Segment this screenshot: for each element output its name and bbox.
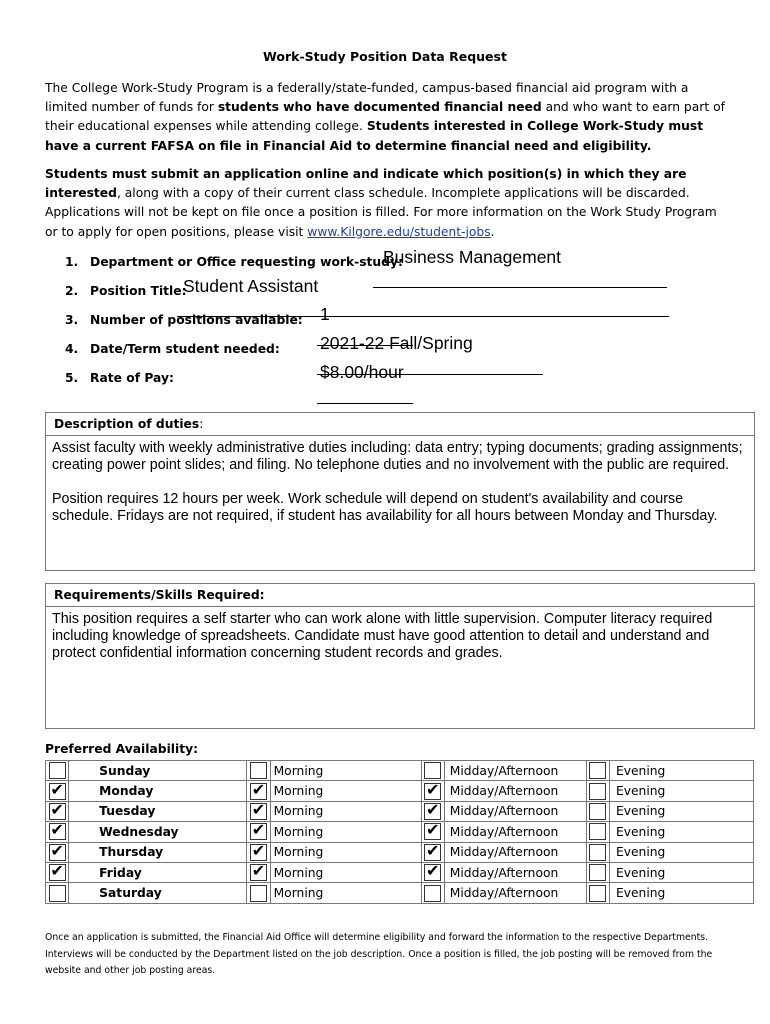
day-checkbox-cell: [46, 801, 69, 821]
checkmark-icon: ✔: [426, 820, 440, 840]
footer-note: Once an application is submitted, the Financial Aid Office will determine eligibility and forward the information to the respective Departments. Interviews will be conducted by the Department listed on the job description. Once a position is filled, the job posting will be removed from the website and other job posting areas.: [45, 932, 713, 976]
evening-checkbox-cell: [586, 801, 609, 821]
midday-checkbox[interactable]: [424, 799, 441, 820]
availability-row: [46, 862, 754, 882]
day-label: Thursday: [69, 842, 247, 862]
student-jobs-link[interactable]: www.Kilgore.edu/student-jobs: [307, 224, 491, 239]
evening-checkbox-cell: [586, 822, 609, 842]
checkmark-icon: ✔: [426, 779, 440, 799]
morning-label: Morning: [270, 822, 421, 842]
midday-checkbox[interactable]: [424, 885, 441, 902]
day-checkbox[interactable]: [49, 840, 66, 861]
field-rate-of-pay: [65, 362, 685, 393]
checkmark-icon: ✔: [50, 779, 64, 799]
checkmark-icon: ✔: [251, 840, 266, 860]
evening-checkbox-cell: [586, 862, 609, 882]
evening-checkbox[interactable]: [589, 823, 606, 840]
intro-text: The College Work-Study Program is a federally/state-funded, campus-based financial aid program with a limited number of funds for: [45, 81, 689, 115]
duties-heading: [46, 413, 754, 436]
field-position-title: [65, 276, 685, 306]
day-label: Wednesday: [69, 822, 247, 842]
intro-bold-fafsa: Students interested in College Work-Study must have a current FAFSA on file in Financial Aid to determine financial need and eligibility.: [45, 119, 704, 153]
availability-heading: Preferred Availability:: [45, 742, 199, 756]
checkmark-icon: ✔: [50, 820, 64, 840]
duties-heading-text: Description of duties: [54, 417, 200, 431]
positions-value[interactable]: 1: [320, 304, 330, 324]
application-bold: Students must submit an application online and indicate which position(s) in which they are interested: [45, 167, 687, 201]
morning-checkbox[interactable]: [250, 762, 267, 779]
morning-checkbox[interactable]: [250, 885, 267, 902]
morning-label: Morning: [270, 862, 421, 882]
midday-checkbox[interactable]: [424, 840, 441, 861]
intro-bold-need: students who have documented financial need: [217, 100, 542, 115]
midday-checkbox[interactable]: [424, 779, 441, 800]
duties-paragraph-1: Assist faculty with weekly administrative duties including: data entry; typing documents; grading assignments; creating power point slides; and filing. No telephone duties and no involvement with the public are required.: [52, 440, 743, 473]
morning-label: Morning: [270, 761, 421, 781]
application-text: , along with a copy of their current class schedule. Incomplete applications will be discarded. Applications will not be kept on file once a position is filled. For more information on the Work Study Program or to apply for open positions, please visit: [45, 186, 717, 239]
day-checkbox[interactable]: [49, 779, 66, 800]
day-checkbox-cell: [46, 883, 69, 903]
intro-paragraph: [45, 79, 725, 156]
morning-label: Morning: [270, 801, 421, 821]
availability-row: [46, 781, 754, 801]
midday-checkbox[interactable]: [424, 762, 441, 779]
midday-checkbox-cell: [421, 842, 444, 862]
evening-checkbox[interactable]: [589, 762, 606, 779]
midday-label: Midday/Afternoon: [444, 822, 586, 842]
midday-label: Midday/Afternoon: [444, 781, 586, 801]
checkmark-icon: ✔: [251, 820, 266, 840]
evening-checkbox[interactable]: [589, 844, 606, 861]
checkmark-icon: ✔: [251, 779, 266, 799]
midday-checkbox-cell: [421, 822, 444, 842]
midday-label: Midday/Afternoon: [444, 842, 586, 862]
duties-body[interactable]: [46, 436, 754, 525]
evening-checkbox[interactable]: [589, 864, 606, 881]
field-label: Position Title:: [90, 284, 187, 298]
day-checkbox[interactable]: [49, 885, 66, 902]
morning-label: Morning: [270, 781, 421, 801]
evening-label: Evening: [609, 842, 753, 862]
evening-checkbox-cell: [586, 761, 609, 781]
evening-label: Evening: [609, 801, 753, 821]
morning-checkbox-cell: [247, 822, 270, 842]
midday-label: Midday/Afternoon: [444, 801, 586, 821]
field-label: Rate of Pay:: [90, 371, 174, 385]
day-checkbox[interactable]: [49, 861, 66, 881]
rate-value[interactable]: $8.00/hour: [320, 362, 404, 382]
evening-checkbox-cell: [586, 842, 609, 862]
morning-checkbox[interactable]: [250, 840, 267, 861]
midday-checkbox[interactable]: [424, 861, 441, 881]
requirements-heading: Requirements/Skills Required:: [46, 584, 754, 607]
field-positions-available: [65, 304, 685, 335]
morning-checkbox-cell: [247, 781, 270, 801]
application-paragraph: [45, 165, 725, 242]
evening-label: Evening: [609, 781, 753, 801]
department-value[interactable]: Business Management: [383, 247, 562, 267]
midday-checkbox-cell: [421, 883, 444, 903]
evening-checkbox-cell: [586, 781, 609, 801]
availability-row: [46, 883, 754, 903]
checkmark-icon: ✔: [50, 840, 64, 860]
day-checkbox-cell: [46, 822, 69, 842]
field-label: Number of positions available:: [90, 313, 303, 327]
day-checkbox-cell: [46, 781, 69, 801]
evening-label: Evening: [609, 761, 753, 781]
morning-checkbox-cell: [247, 842, 270, 862]
evening-checkbox[interactable]: [589, 885, 606, 902]
day-checkbox[interactable]: [49, 820, 66, 840]
day-checkbox[interactable]: [49, 762, 66, 779]
position-title-value[interactable]: Student Assistant: [183, 276, 319, 296]
requirements-box: [45, 583, 755, 729]
field-number: 1.: [65, 255, 79, 269]
requirements-paragraph: This position requires a self starter who can work alone with little supervision. Computer literacy required including knowledge of spreadsheets. Candidate must have good attention to detail and understand and protect confidential information concerning student records and grades.: [52, 611, 713, 661]
duties-heading-colon: :: [199, 417, 204, 431]
rate-line: [317, 385, 413, 404]
midday-checkbox[interactable]: [424, 820, 441, 840]
day-label: Sunday: [69, 761, 247, 781]
day-label: Tuesday: [69, 801, 247, 821]
midday-label: Midday/Afternoon: [444, 883, 586, 903]
midday-checkbox-cell: [421, 761, 444, 781]
morning-checkbox[interactable]: [250, 861, 267, 881]
date-term-value[interactable]: 2021-22 Fall/Spring: [320, 333, 473, 353]
midday-label: Midday/Afternoon: [444, 761, 586, 781]
midday-label: Midday/Afternoon: [444, 862, 586, 882]
midday-checkbox-cell: [421, 781, 444, 801]
checkmark-icon: ✔: [251, 861, 266, 881]
morning-checkbox[interactable]: [250, 779, 267, 800]
evening-checkbox[interactable]: [589, 803, 606, 820]
document-title: Work-Study Position Data Request: [263, 49, 507, 64]
morning-label: Morning: [270, 842, 421, 862]
morning-checkbox[interactable]: [250, 799, 267, 820]
field-label: Date/Term student needed:: [90, 342, 280, 356]
day-label: Monday: [69, 781, 247, 801]
field-number: 4.: [65, 342, 79, 356]
day-checkbox-cell: [46, 761, 69, 781]
field-department: [65, 247, 685, 277]
duties-box: [45, 412, 755, 571]
day-label: Friday: [69, 862, 247, 882]
availability-row: [46, 822, 754, 842]
morning-checkbox-cell: [247, 801, 270, 821]
evening-label: Evening: [609, 883, 753, 903]
midday-checkbox-cell: [421, 801, 444, 821]
checkmark-icon: ✔: [426, 840, 440, 860]
morning-checkbox-cell: [247, 883, 270, 903]
checkmark-icon: ✔: [50, 799, 64, 819]
evening-label: Evening: [609, 862, 753, 882]
checkmark-icon: ✔: [50, 861, 64, 881]
evening-checkbox-cell: [586, 883, 609, 903]
field-label: Department or Office requesting work-study:: [90, 255, 403, 269]
morning-label: Morning: [270, 883, 421, 903]
requirements-body[interactable]: [46, 607, 754, 662]
morning-checkbox-cell: [247, 761, 270, 781]
morning-checkbox[interactable]: [250, 820, 267, 840]
field-number: 5.: [65, 371, 79, 385]
intro-text-2: and who want to earn part of their educational expenses while attending college.: [45, 100, 725, 134]
field-number: 2.: [65, 284, 79, 298]
availability-row: [46, 761, 754, 781]
availability-row: [46, 842, 754, 862]
checkmark-icon: ✔: [426, 861, 440, 881]
checkmark-icon: ✔: [426, 799, 440, 819]
field-number: 3.: [65, 313, 79, 327]
evening-checkbox[interactable]: [589, 783, 606, 800]
field-date-term: [65, 333, 685, 364]
day-label: Saturday: [69, 883, 247, 903]
midday-checkbox-cell: [421, 862, 444, 882]
evening-label: Evening: [609, 822, 753, 842]
application-period: .: [490, 224, 495, 239]
day-checkbox-cell: [46, 842, 69, 862]
availability-row: [46, 801, 754, 821]
day-checkbox[interactable]: [49, 799, 66, 820]
morning-checkbox-cell: [247, 862, 270, 882]
duties-paragraph-2: Position requires 12 hours per week. Work schedule will depend on student's availability and course schedule. Fridays are not required, if student has availability for all hours between Monday and Thursday.: [52, 491, 718, 524]
day-checkbox-cell: [46, 862, 69, 882]
availability-table: [45, 760, 754, 904]
checkmark-icon: ✔: [251, 799, 266, 819]
